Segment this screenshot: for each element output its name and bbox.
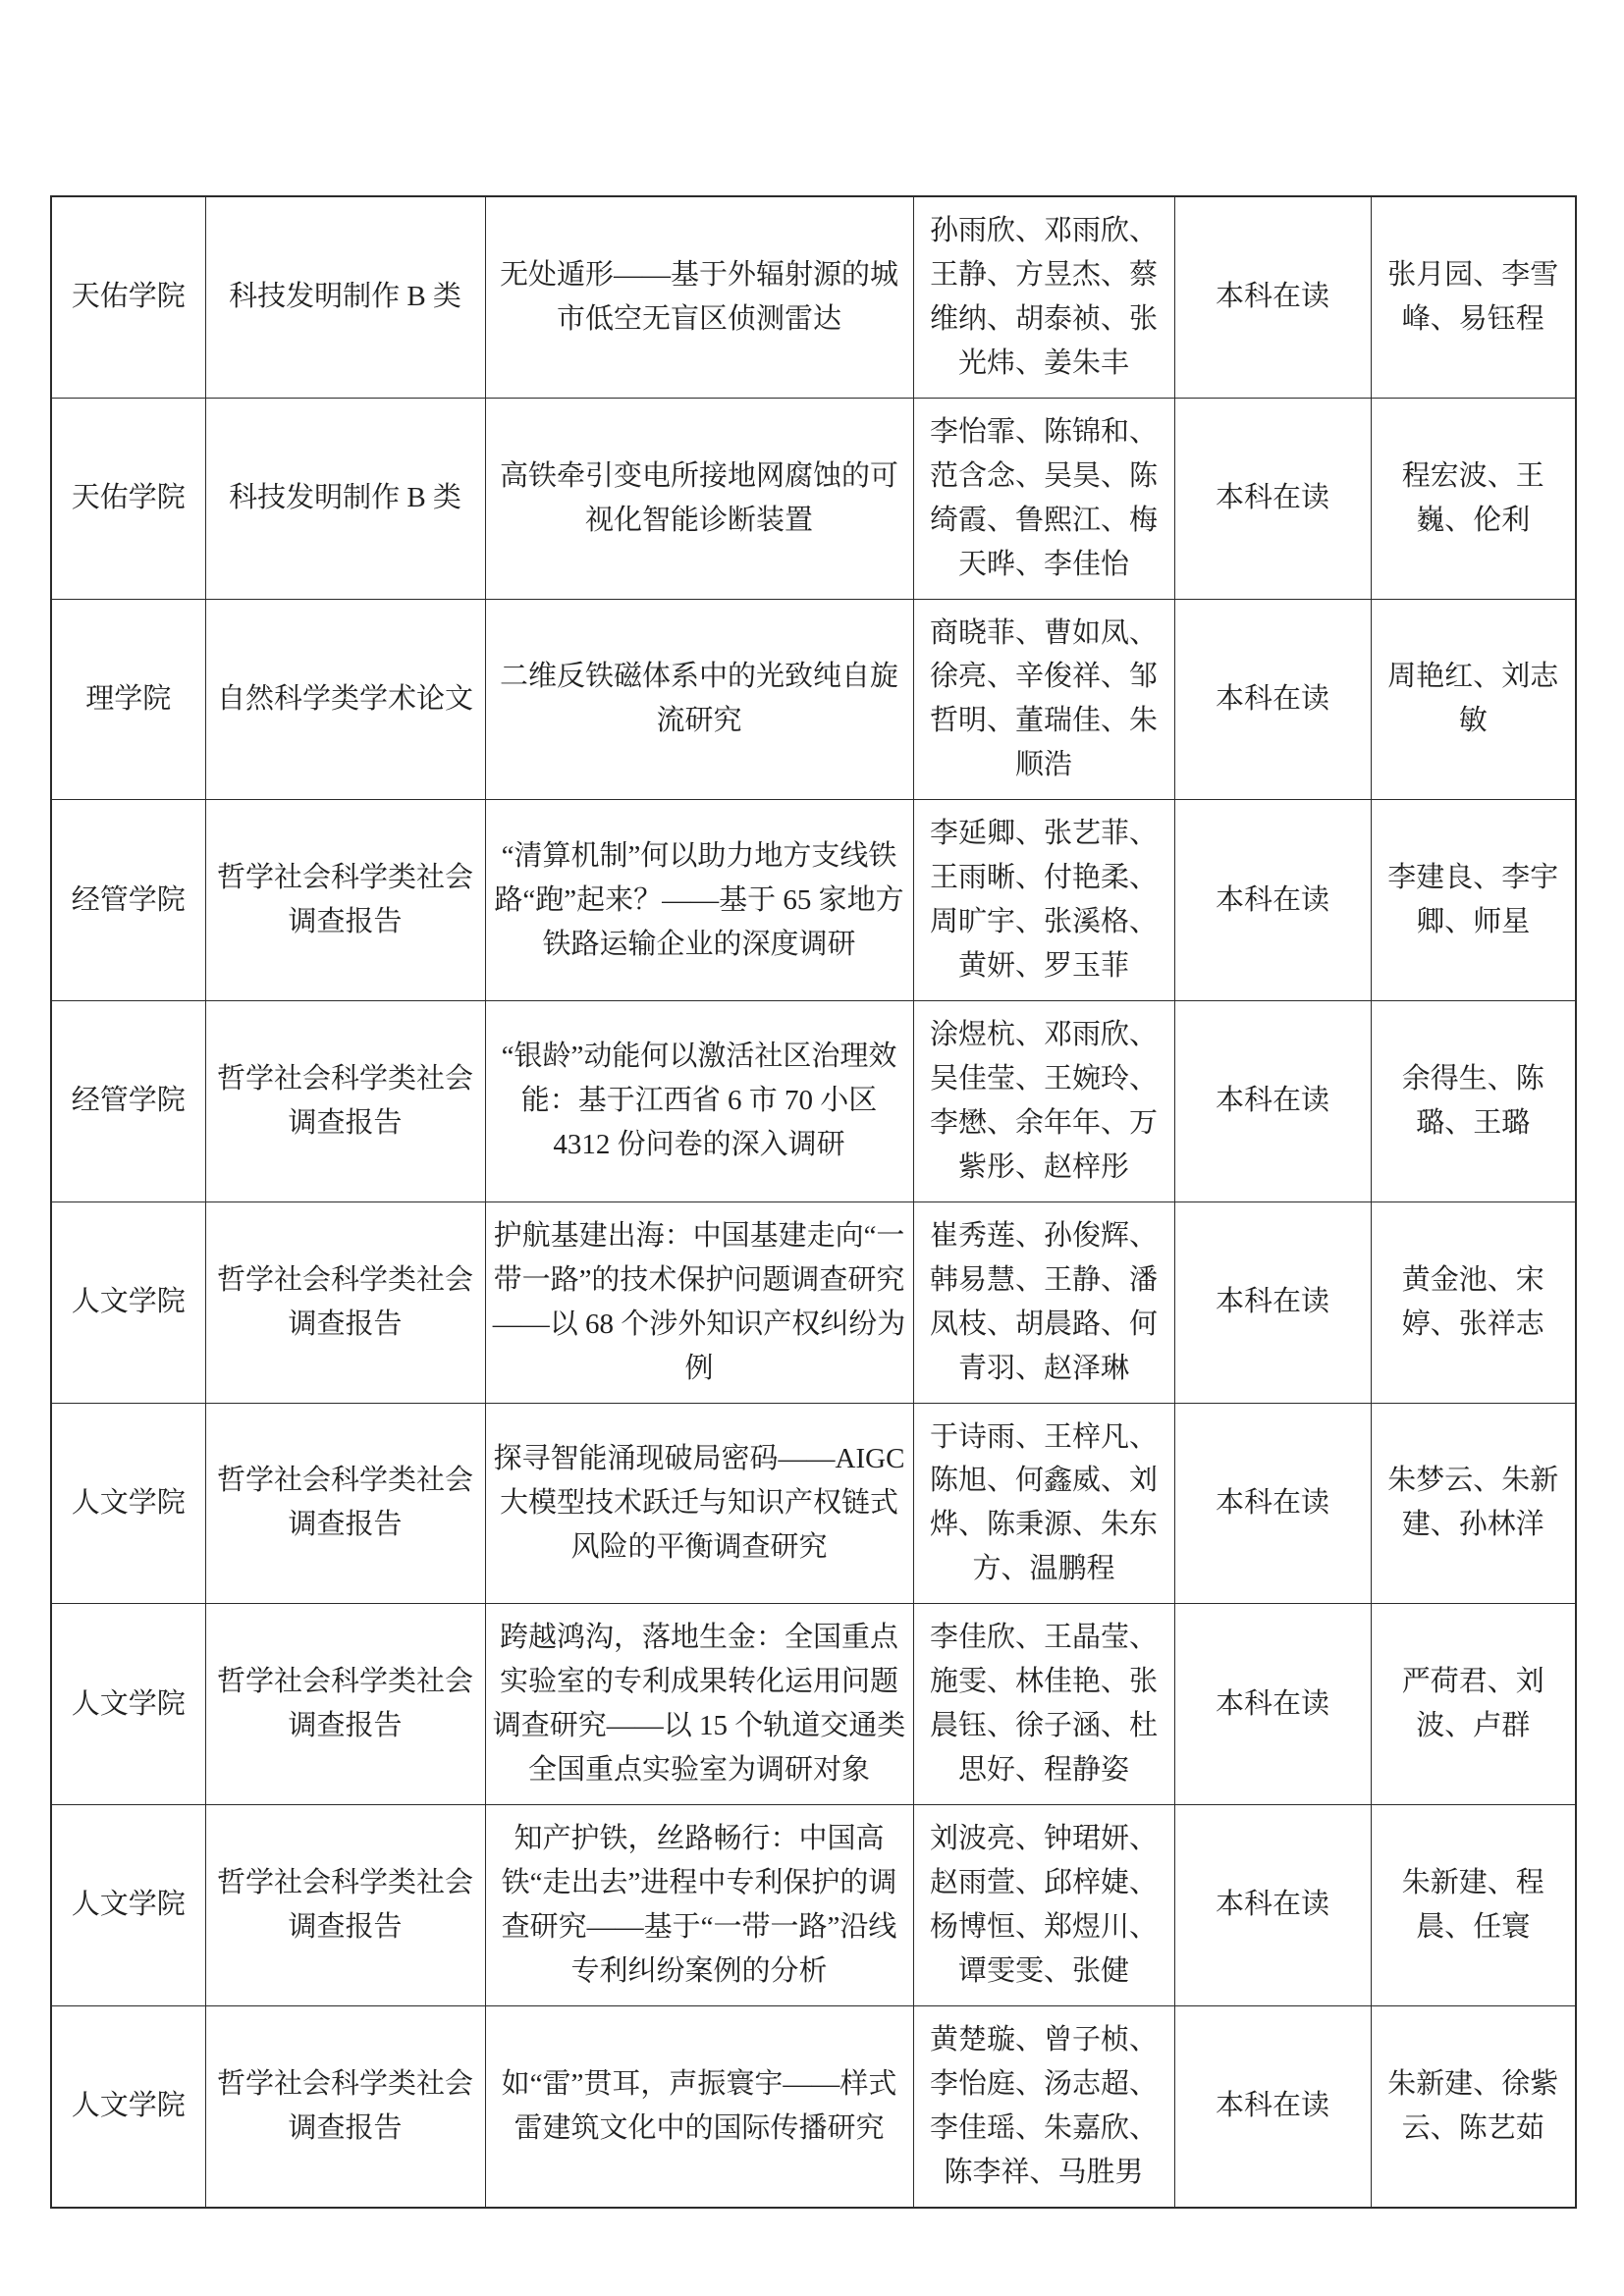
title-cell: 如“雷”贯耳，声振寰宇——样式雷建筑文化中的国际传播研究 bbox=[485, 2005, 913, 2207]
category-cell: 哲学社会科学类社会调查报告 bbox=[205, 1805, 485, 2006]
title-cell: 知产护铁，丝路畅行：中国高铁“走出去”进程中专利保护的调查研究——基于“一带一路”沿线专利纠纷案例的分析 bbox=[485, 1805, 913, 2006]
category-cell: 哲学社会科学类社会调查报告 bbox=[205, 1403, 485, 1604]
advisors-cell: 朱新建、徐紫云、陈艺茹 bbox=[1371, 2005, 1576, 2207]
category-cell: 哲学社会科学类社会调查报告 bbox=[205, 1201, 485, 1403]
advisors-cell: 周艳红、刘志敏 bbox=[1371, 599, 1576, 800]
award-projects-table bbox=[50, 195, 1577, 2209]
college-cell: 天佑学院 bbox=[51, 196, 205, 398]
status-cell: 本科在读 bbox=[1174, 1604, 1371, 1805]
table-row bbox=[51, 1001, 1576, 1202]
category-cell: 哲学社会科学类社会调查报告 bbox=[205, 2005, 485, 2207]
table-row bbox=[51, 599, 1576, 800]
status-cell: 本科在读 bbox=[1174, 196, 1371, 398]
status-cell: 本科在读 bbox=[1174, 1805, 1371, 2006]
members-cell: 李佳欣、王晶莹、施雯、林佳艳、张晨钰、徐子涵、杜思好、程静姿 bbox=[913, 1604, 1174, 1805]
title-cell: 高铁牵引变电所接地网腐蚀的可视化智能诊断装置 bbox=[485, 398, 913, 599]
members-cell: 涂煜杭、邓雨欣、吴佳莹、王婉玲、李懋、余年年、万紫彤、赵梓彤 bbox=[913, 1001, 1174, 1202]
college-cell: 人文学院 bbox=[51, 2005, 205, 2207]
status-cell: 本科在读 bbox=[1174, 800, 1371, 1001]
college-cell: 人文学院 bbox=[51, 1403, 205, 1604]
category-cell: 科技发明制作 B 类 bbox=[205, 196, 485, 398]
title-cell: 二维反铁磁体系中的光致纯自旋流研究 bbox=[485, 599, 913, 800]
members-cell: 李延卿、张艺菲、王雨晰、付艳柔、周旷宇、张溪格、黄妍、罗玉菲 bbox=[913, 800, 1174, 1001]
members-cell: 崔秀莲、孙俊辉、韩易慧、王静、潘凤枝、胡晨路、何青羽、赵泽琳 bbox=[913, 1201, 1174, 1403]
title-cell: 护航基建出海：中国基建走向“一带一路”的技术保护问题调查研究——以 68 个涉外知识产权纠纷为例 bbox=[485, 1201, 913, 1403]
members-cell: 李怡霏、陈锦和、范含念、吴昊、陈绮霞、鲁熙江、梅天晔、李佳怡 bbox=[913, 398, 1174, 599]
advisors-cell: 余得生、陈璐、王璐 bbox=[1371, 1001, 1576, 1202]
category-cell: 哲学社会科学类社会调查报告 bbox=[205, 1604, 485, 1805]
college-cell: 经管学院 bbox=[51, 800, 205, 1001]
results-table-body bbox=[51, 196, 1576, 2208]
college-cell: 人文学院 bbox=[51, 1805, 205, 2006]
status-cell: 本科在读 bbox=[1174, 398, 1371, 599]
table-row bbox=[51, 196, 1576, 398]
advisors-cell: 张月园、李雪峰、易钰程 bbox=[1371, 196, 1576, 398]
advisors-cell: 朱梦云、朱新建、孙林洋 bbox=[1371, 1403, 1576, 1604]
members-cell: 孙雨欣、邓雨欣、王静、方昱杰、蔡维纳、胡泰祯、张光炜、姜朱丰 bbox=[913, 196, 1174, 398]
college-cell: 理学院 bbox=[51, 599, 205, 800]
table-row bbox=[51, 398, 1576, 599]
status-cell: 本科在读 bbox=[1174, 1001, 1371, 1202]
category-cell: 自然科学类学术论文 bbox=[205, 599, 485, 800]
college-cell: 经管学院 bbox=[51, 1001, 205, 1202]
members-cell: 黄楚璇、曾子桢、李怡庭、汤志超、李佳瑶、朱嘉欣、陈李祥、马胜男 bbox=[913, 2005, 1174, 2207]
members-cell: 刘波亮、钟珺妍、赵雨萱、邱梓婕、杨博恒、郑煜川、谭雯雯、张健 bbox=[913, 1805, 1174, 2006]
advisors-cell: 严荷君、刘波、卢群 bbox=[1371, 1604, 1576, 1805]
category-cell: 哲学社会科学类社会调查报告 bbox=[205, 1001, 485, 1202]
table-row bbox=[51, 800, 1576, 1001]
category-cell: 科技发明制作 B 类 bbox=[205, 398, 485, 599]
college-cell: 人文学院 bbox=[51, 1604, 205, 1805]
table-row bbox=[51, 1403, 1576, 1604]
title-cell: “银龄”动能何以激活社区治理效能：基于江西省 6 市 70 小区 4312 份问卷的深入调研 bbox=[485, 1001, 913, 1202]
members-cell: 于诗雨、王梓凡、陈旭、何鑫威、刘烨、陈秉源、朱东方、温鹏程 bbox=[913, 1403, 1174, 1604]
members-cell: 商晓菲、曹如凤、徐亮、辛俊祥、邹哲明、董瑞佳、朱顺浩 bbox=[913, 599, 1174, 800]
table-row bbox=[51, 1805, 1576, 2006]
table-row bbox=[51, 1604, 1576, 1805]
college-cell: 人文学院 bbox=[51, 1201, 205, 1403]
status-cell: 本科在读 bbox=[1174, 599, 1371, 800]
status-cell: 本科在读 bbox=[1174, 2005, 1371, 2207]
advisors-cell: 朱新建、程晨、任寰 bbox=[1371, 1805, 1576, 2006]
title-cell: 无处遁形——基于外辐射源的城市低空无盲区侦测雷达 bbox=[485, 196, 913, 398]
table-row bbox=[51, 2005, 1576, 2207]
title-cell: “清算机制”何以助力地方支线铁路“跑”起来？——基于 65 家地方铁路运输企业的深度调研 bbox=[485, 800, 913, 1001]
status-cell: 本科在读 bbox=[1174, 1403, 1371, 1604]
advisors-cell: 李建良、李宇卿、师星 bbox=[1371, 800, 1576, 1001]
status-cell: 本科在读 bbox=[1174, 1201, 1371, 1403]
table-row bbox=[51, 1201, 1576, 1403]
title-cell: 探寻智能涌现破局密码——AIGC 大模型技术跃迁与知识产权链式风险的平衡调查研究 bbox=[485, 1403, 913, 1604]
title-cell: 跨越鸿沟，落地生金：全国重点实验室的专利成果转化运用问题调查研究——以 15 个轨道交通类全国重点实验室为调研对象 bbox=[485, 1604, 913, 1805]
category-cell: 哲学社会科学类社会调查报告 bbox=[205, 800, 485, 1001]
college-cell: 天佑学院 bbox=[51, 398, 205, 599]
advisors-cell: 黄金池、宋婷、张祥志 bbox=[1371, 1201, 1576, 1403]
advisors-cell: 程宏波、王巍、伦利 bbox=[1371, 398, 1576, 599]
